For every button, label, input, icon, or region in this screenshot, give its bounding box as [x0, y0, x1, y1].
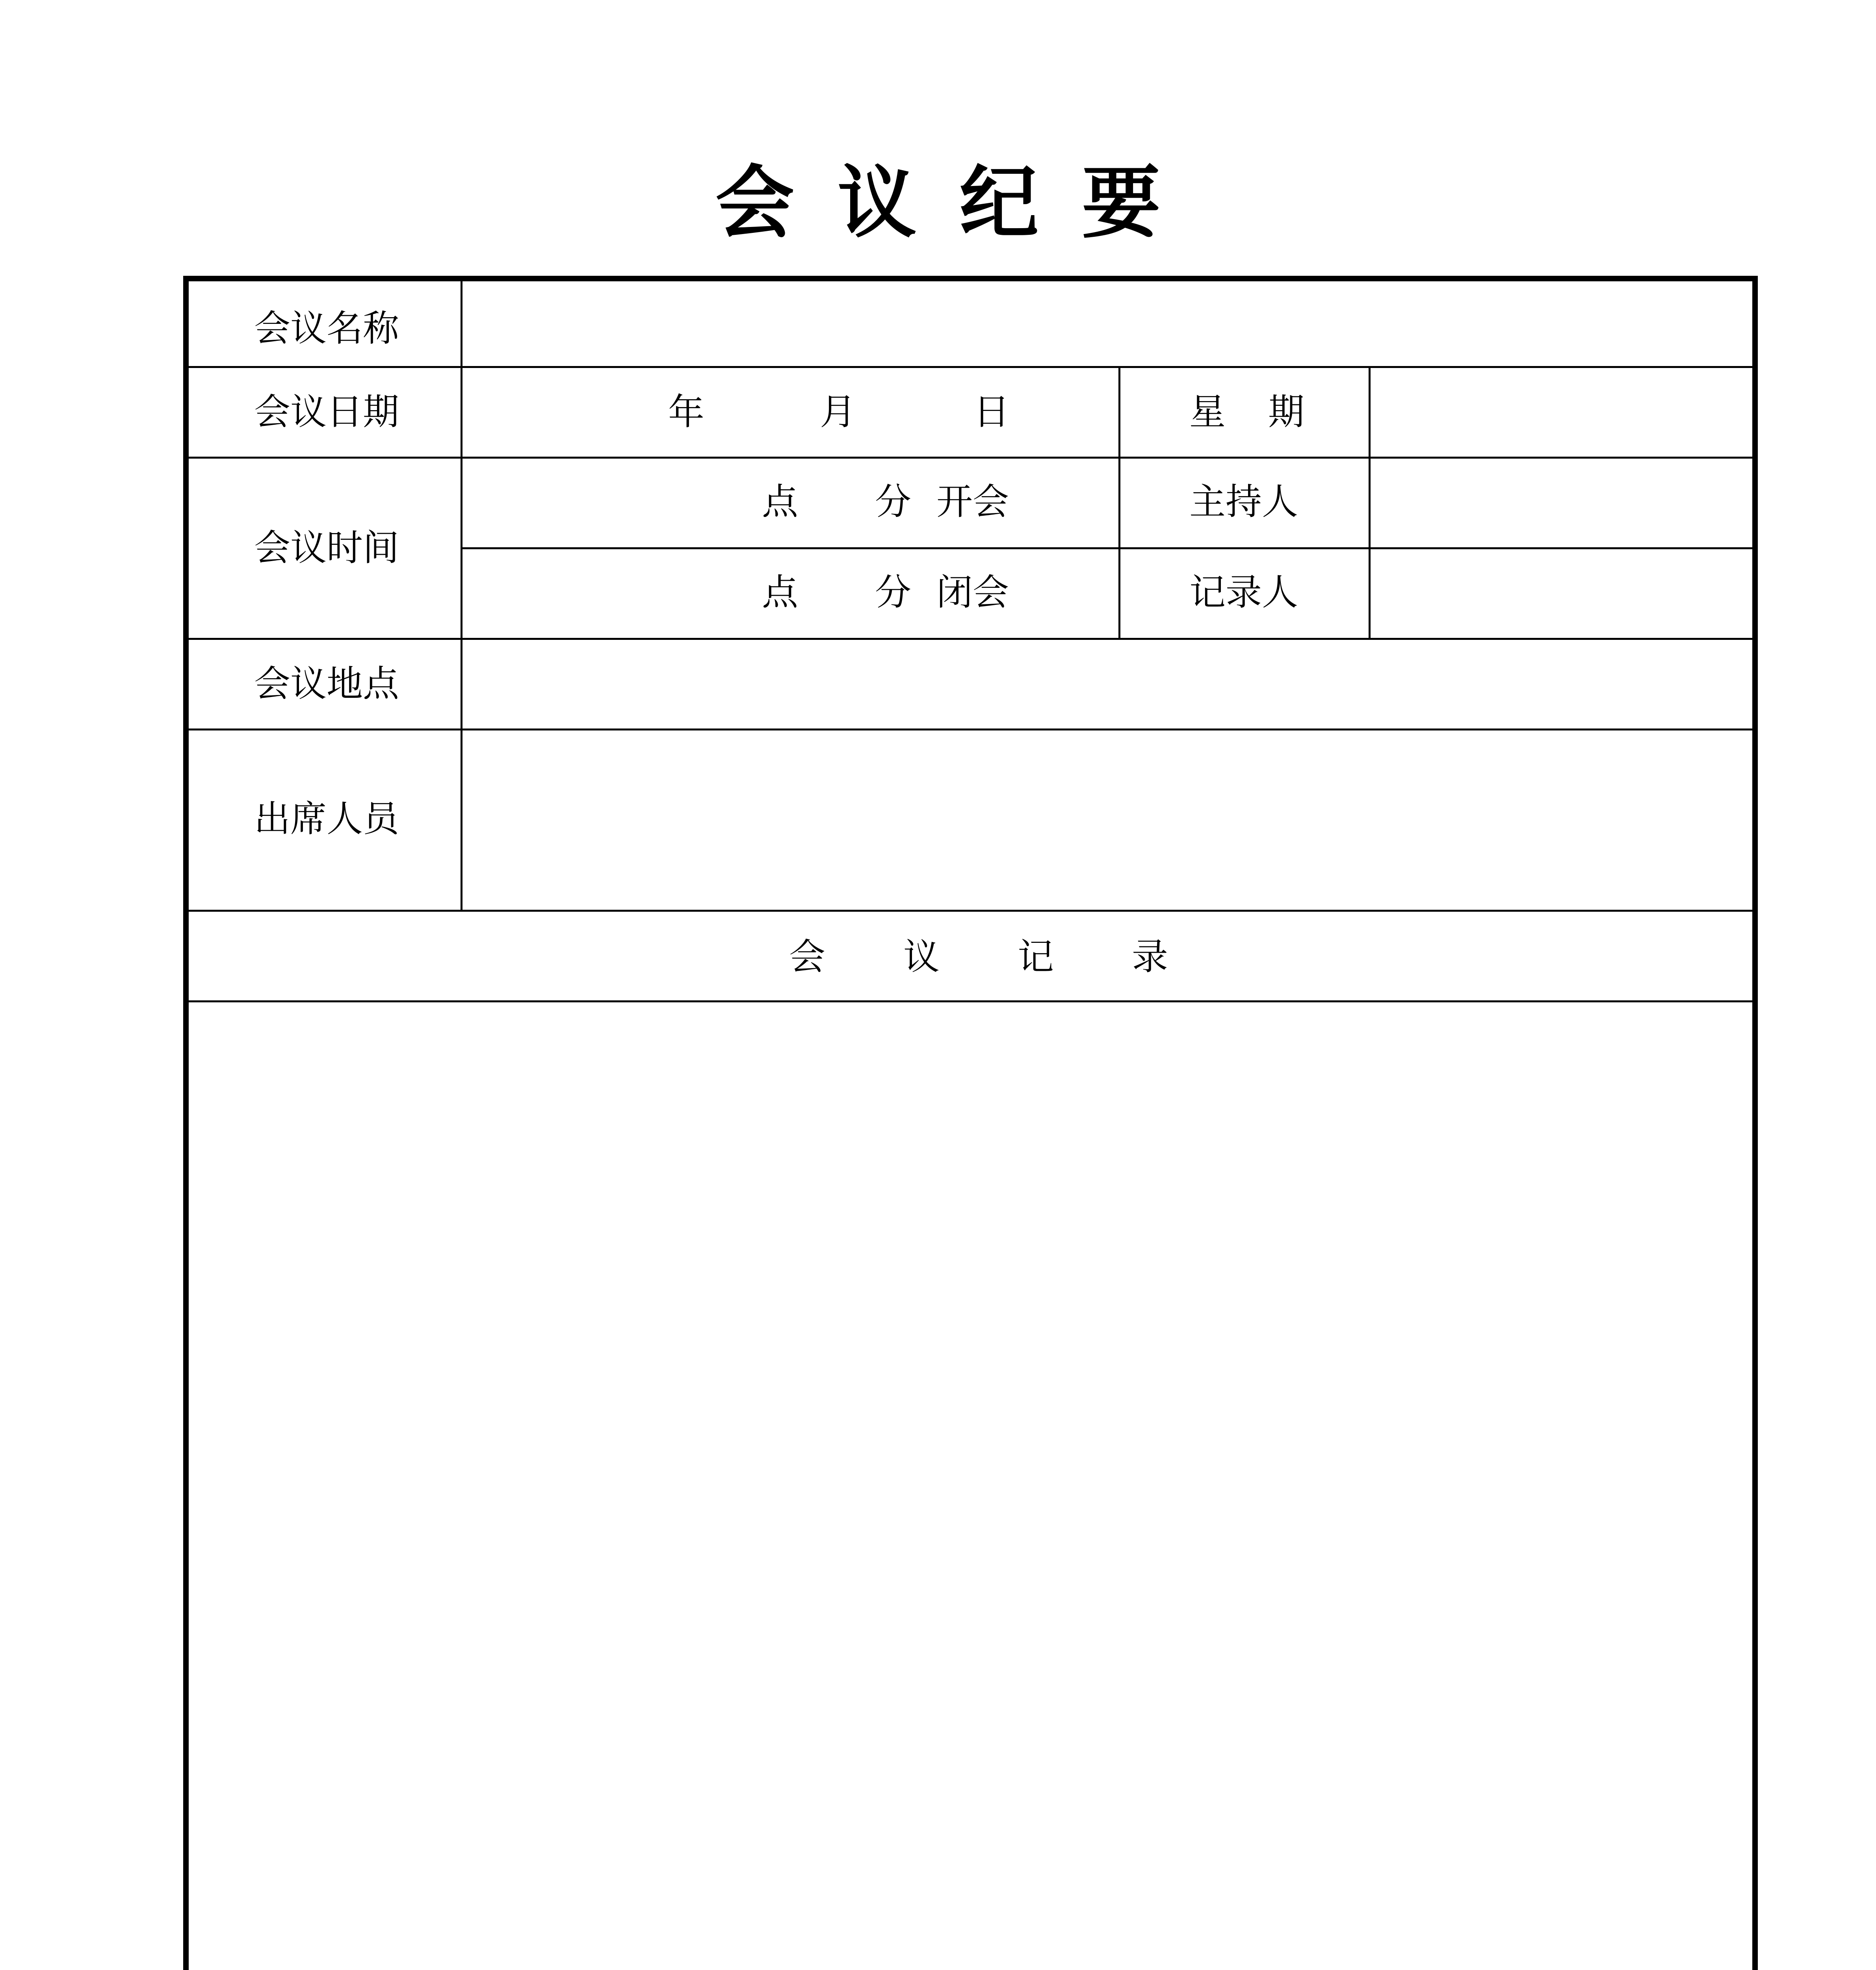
row-divider	[189, 910, 1752, 912]
meeting-minutes-form	[183, 276, 1758, 1970]
meeting-date-label: 会议日期	[254, 391, 399, 433]
column-divider	[1369, 366, 1371, 639]
date-year-label: 年	[668, 391, 705, 433]
row-divider	[461, 547, 1752, 549]
row-divider	[189, 729, 1752, 730]
date-month-label: 月	[820, 391, 856, 433]
meeting-time-label: 会议时间	[254, 527, 399, 569]
record-header-char: 录	[1132, 936, 1168, 978]
record-header-char: 议	[903, 936, 940, 978]
title-char: 要	[1082, 156, 1161, 249]
row-divider	[189, 457, 1752, 459]
meeting-record-area	[189, 1002, 1752, 1970]
title-char: 纪	[960, 156, 1039, 249]
column-divider	[1118, 366, 1120, 639]
recorder-label: 记录人	[1189, 571, 1298, 613]
title-char: 议	[837, 156, 916, 249]
weekday-label-char: 星	[1189, 391, 1226, 433]
title-char: 会	[715, 156, 794, 249]
meeting-name-label: 会议名称	[254, 307, 399, 349]
record-header-char: 会	[789, 936, 826, 978]
meeting-place-label: 会议地点	[254, 663, 399, 705]
start-minute-label: 分	[875, 481, 912, 523]
document-title	[0, 156, 1876, 250]
row-divider	[189, 638, 1752, 640]
row-divider	[189, 366, 1752, 368]
weekday-label-char: 期	[1268, 391, 1305, 433]
record-header-char: 记	[1018, 936, 1054, 978]
end-minute-label: 分	[875, 571, 912, 613]
attendees-label: 出席人员	[254, 798, 399, 840]
end-hour-label: 点	[762, 571, 799, 613]
date-day-label: 日	[973, 391, 1010, 433]
host-label: 主持人	[1189, 481, 1298, 523]
start-meeting-label: 开会	[936, 481, 1009, 523]
end-meeting-label: 闭会	[936, 571, 1009, 613]
start-hour-label: 点	[762, 481, 799, 523]
